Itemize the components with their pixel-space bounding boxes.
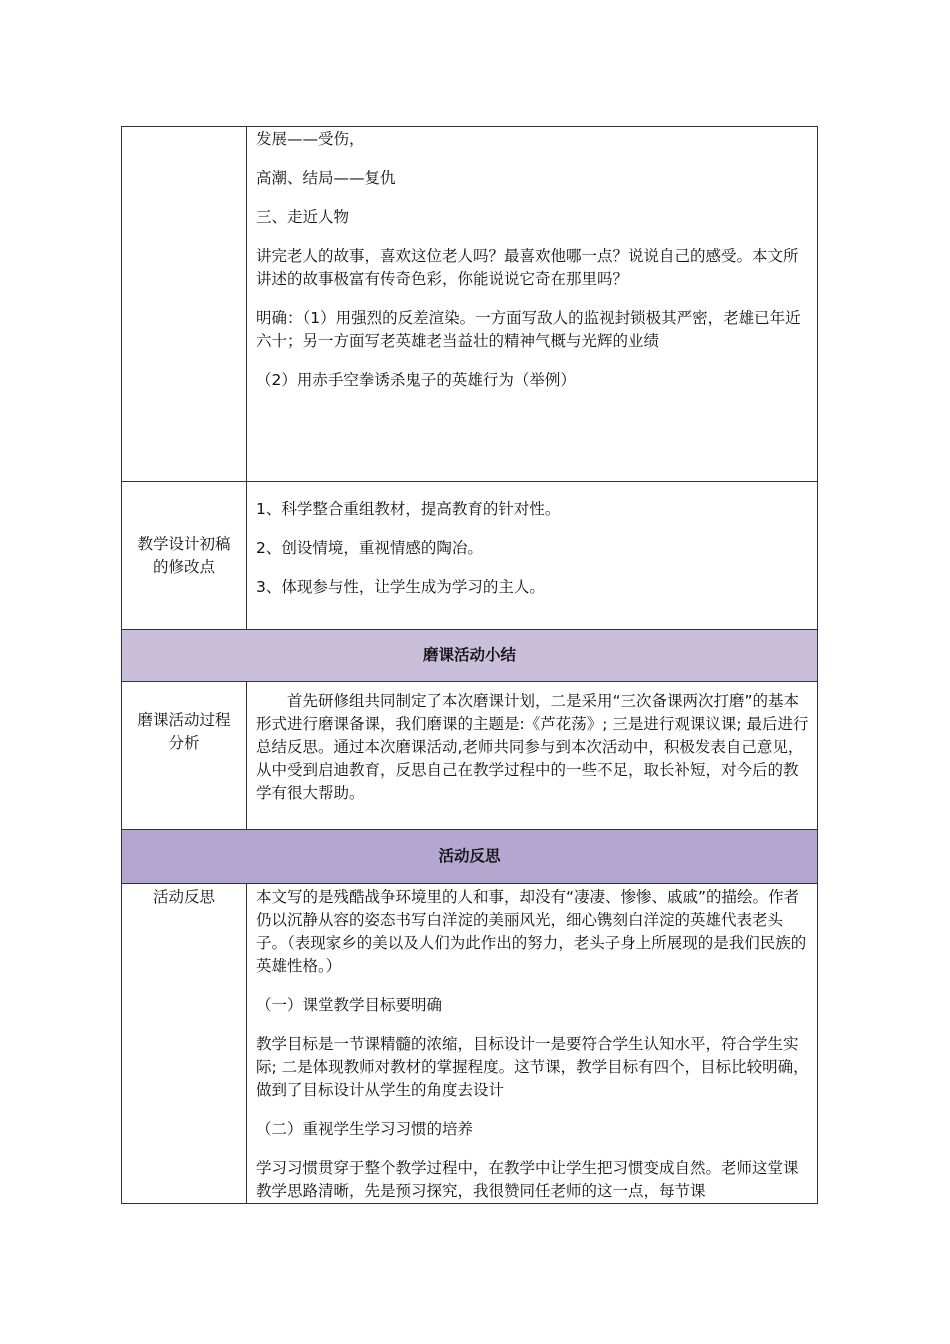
analysis-cell	[247, 682, 818, 830]
table-row	[122, 127, 818, 482]
list-item: 1、科学整合重组教材，提高教育的针对性。	[256, 500, 561, 518]
text-paragraph: 教学目标是一节课精髓的浓缩，目标设计一是要符合学生认知水平，符合学生实际; 二是体现教师对教材的掌握程度。这节课，教学目标有四个，目标比较明确，做到了目标设计从学生的角度去设计	[256, 1035, 809, 1099]
text-paragraph: 发展——受伤，	[256, 130, 365, 148]
section-title: 磨课活动小结	[422, 646, 516, 664]
section-title-cell	[122, 830, 818, 884]
text-paragraph: 学习习惯贯穿于整个教学过程中，在教学中让学生把习惯变成自然。老师这堂课教学思路清晰，先是预习探究，我很赞同任老师的这一点，每节课	[256, 1159, 799, 1200]
section-header-row	[122, 830, 818, 884]
text-paragraph: 明确：（1）用强烈的反差渲染。一方面写敌人的监视封锁极其严密，老雄已年近六十；另一方面写老英雄老当益壮的精神气概与光辉的业绩	[256, 309, 801, 350]
text-paragraph: （二）重视学生学习习惯的培养	[256, 1120, 474, 1138]
row-label: 教学设计初稿的修改点	[137, 534, 231, 576]
section-title: 活动反思	[438, 847, 501, 865]
section-header-row	[122, 630, 818, 682]
row-label: 活动反思	[152, 888, 215, 906]
revision-points-cell	[247, 482, 818, 630]
list-item: 3、体现参与性，让学生成为学习的主人。	[256, 578, 545, 596]
table-row	[122, 884, 818, 1204]
lesson-record-table	[121, 126, 818, 1204]
table-row	[122, 682, 818, 830]
text-paragraph: （2）用赤手空拳诱杀鬼子的英雄行为（举例）	[256, 371, 576, 389]
text-paragraph: 三、走近人物	[256, 208, 350, 226]
list-item: 2、创设情境，重视情感的陶冶。	[256, 539, 483, 557]
row-label: 磨课活动过程分析	[137, 711, 231, 752]
row-label-cell	[122, 482, 247, 630]
table-row	[122, 482, 818, 630]
text-paragraph: 讲完老人的故事，喜欢这位老人吗？最喜欢他哪一点？说说自己的感受。本文所讲述的故事极富有传奇色彩，你能说说它奇在那里吗？	[256, 247, 799, 288]
text-paragraph: 本文写的是残酷战争环境里的人和事，却没有“凄凄、惨惨、戚戚”的描绘。作者仍以沉静从容的姿态书写白洋淀的美丽风光，细心镌刻白洋淀的英雄代表老头子。（表现家乡的美以及人们为此作出的努力，老头子身上所展现的是我们民族的英雄性格。）	[256, 888, 807, 975]
text-paragraph: （一）课堂教学目标要明确	[256, 996, 443, 1014]
text-paragraph: 高潮、结局——复仇	[256, 169, 396, 187]
row-label-cell	[122, 884, 247, 1204]
row-label-cell	[122, 682, 247, 830]
section-title-cell	[122, 630, 818, 682]
analysis-text: 首先研修组共同制定了本次磨课计划，二是采用“三次备课两次打磨”的基本形式进行磨课备课，我们磨课的主题是:《芦花荡》; 三是进行观课议课; 最后进行总结反思。通过本次磨课活动,老师共同参与到本次活动中，积极发表自己意见，从中受到启迪教育，反思自己在教学过程中的一些不足，取长补短，对今后的教学有很大帮助。	[256, 692, 809, 802]
row-label-empty	[122, 127, 247, 482]
reflection-cell	[247, 884, 818, 1204]
lesson-content-cell	[247, 127, 818, 482]
